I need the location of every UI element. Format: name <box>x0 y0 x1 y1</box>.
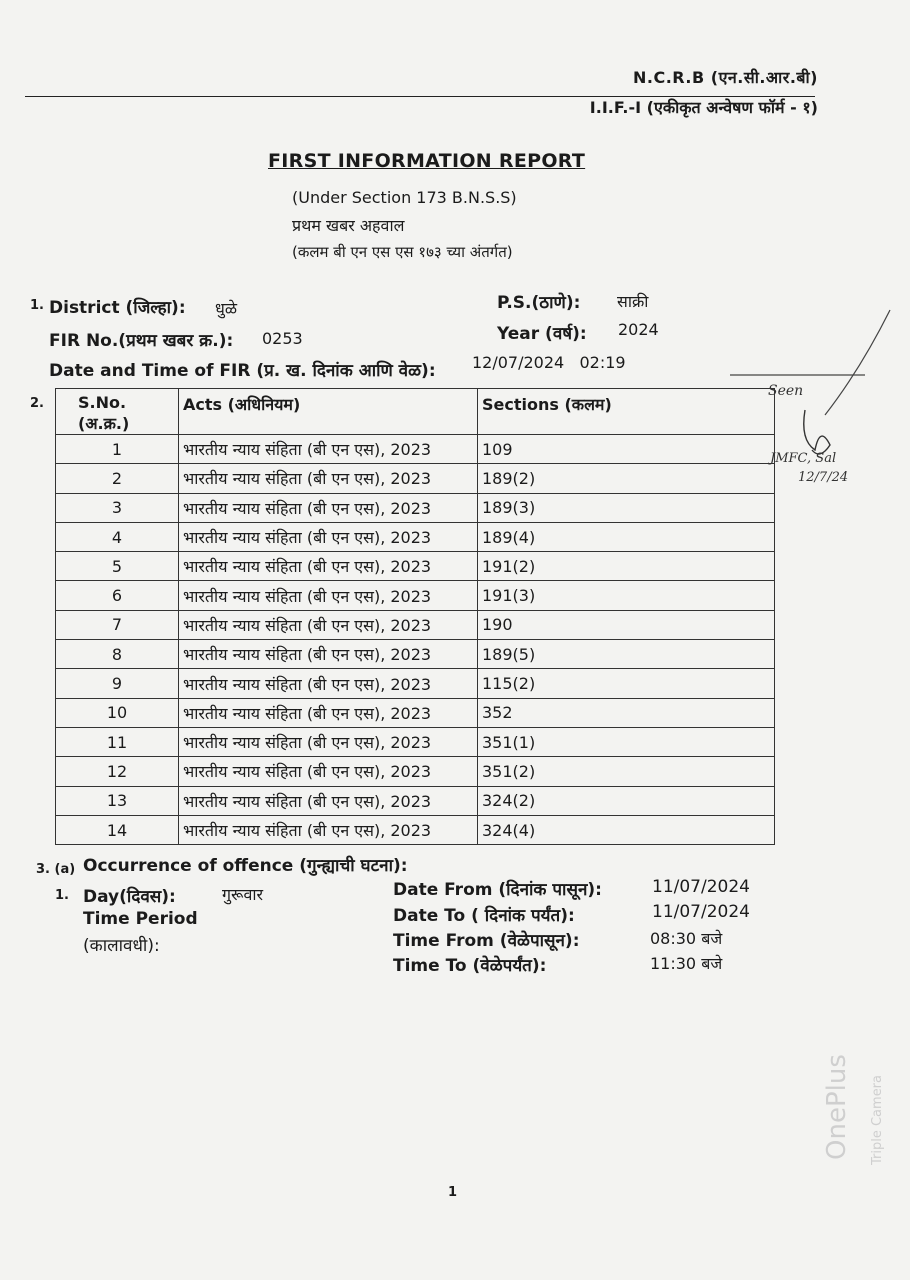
time-period-label: Time Period <box>83 909 198 929</box>
time-to-value: 11:30 बजे <box>650 954 723 973</box>
fir-no-label: FIR No.(प्रथम खबर क्र.): <box>49 331 234 351</box>
row-sno: 9 <box>56 669 179 698</box>
day-value: गुरूवार <box>222 885 264 904</box>
row-sno: 5 <box>56 552 179 581</box>
row-act: भारतीय न्याय संहिता (बी एन एस), 2023 <box>179 493 478 522</box>
row-act: भारतीय न्याय संहिता (बी एन एस), 2023 <box>179 522 478 551</box>
row-section: 109 <box>478 435 775 464</box>
camera-watermark-model: Triple Camera <box>870 1075 885 1165</box>
row-section: 324(2) <box>478 786 775 815</box>
row-sno: 6 <box>56 581 179 610</box>
row-section: 190 <box>478 610 775 639</box>
row-act: भारतीय न्याय संहिता (बी एन एस), 2023 <box>179 464 478 493</box>
row-section: 191(2) <box>478 552 775 581</box>
row-section: 115(2) <box>478 669 775 698</box>
row-act: भारतीय न्याय संहिता (बी एन एस), 2023 <box>179 786 478 815</box>
fir-datetime-value: 12/07/2024 02:19 <box>472 353 626 372</box>
ps-value: साक्री <box>617 292 649 311</box>
row-act: भारतीय न्याय संहिता (बी एन एस), 2023 <box>179 640 478 669</box>
jmfc-note: JMFC, Sal <box>770 451 837 466</box>
row-sno: 13 <box>56 786 179 815</box>
table-row <box>56 815 775 844</box>
year-label: Year (वर्ष): <box>497 324 587 344</box>
row-sno: 1 <box>56 435 179 464</box>
page-number: 1 <box>448 1185 458 1200</box>
date-from-label: Date From (दिनांक पासून): <box>393 880 602 900</box>
time-period-label-marathi: (कालावधी): <box>83 936 160 956</box>
table-row <box>56 435 775 464</box>
row-sno: 14 <box>56 815 179 844</box>
year-value: 2024 <box>618 320 659 339</box>
row-section: 189(2) <box>478 464 775 493</box>
magistrate-signature <box>720 300 900 500</box>
section3-number: 3. (a) <box>36 862 76 877</box>
row-sno: 11 <box>56 727 179 756</box>
table-row <box>56 786 775 815</box>
row-section: 189(5) <box>478 640 775 669</box>
row-act: भारतीय न्याय संहिता (बी एन एस), 2023 <box>179 581 478 610</box>
row-section: 324(4) <box>478 815 775 844</box>
time-from-value: 08:30 बजे <box>650 929 723 948</box>
date-to-label: Date To ( दिनांक पर्यंत): <box>393 906 575 926</box>
row-sno: 10 <box>56 698 179 727</box>
row-sno: 12 <box>56 757 179 786</box>
section1-number: 1. <box>30 298 44 313</box>
table-row <box>56 640 775 669</box>
row-act: भारतीय न्याय संहिता (बी एन एस), 2023 <box>179 727 478 756</box>
row-sno: 3 <box>56 493 179 522</box>
row-act: भारतीय न्याय संहिता (बी एन एस), 2023 <box>179 757 478 786</box>
row-section: 189(3) <box>478 493 775 522</box>
date-from-value: 11/07/2024 <box>652 877 750 897</box>
header-sections: Sections (कलम) <box>478 389 775 435</box>
row-act: भारतीय न्याय संहिता (बी एन एस), 2023 <box>179 815 478 844</box>
table-row <box>56 552 775 581</box>
ps-label: P.S.(ठाणे): <box>497 293 581 313</box>
camera-watermark-brand: OnePlus <box>822 1054 852 1160</box>
table-row <box>56 581 775 610</box>
table-row <box>56 698 775 727</box>
header-acts: Acts (अधिनियम) <box>179 389 478 435</box>
ncrb-header: N.C.R.B (एन.सी.आर.बी) <box>633 68 818 87</box>
row-act: भारतीय न्याय संहिता (बी एन एस), 2023 <box>179 435 478 464</box>
acts-sections-table <box>55 388 775 845</box>
row-section: 351(1) <box>478 727 775 756</box>
table-row <box>56 727 775 756</box>
district-value: धुळे <box>215 299 238 318</box>
time-to-label: Time To (वेळेपर्यंत): <box>393 956 547 976</box>
sign-date-note: 12/7/24 <box>798 470 849 485</box>
item1-number: 1. <box>55 888 69 903</box>
district-label: District (जिल्हा): <box>49 298 186 318</box>
seen-note: Seen <box>768 383 804 399</box>
row-sno: 8 <box>56 640 179 669</box>
section2-number: 2. <box>30 396 44 411</box>
subtitle-marathi: प्रथम खबर अहवाल <box>292 216 405 235</box>
row-section: 351(2) <box>478 757 775 786</box>
day-label: Day(दिवस): <box>83 887 176 907</box>
document-title: FIRST INFORMATION REPORT <box>268 150 586 172</box>
row-act: भारतीय न्याय संहिता (बी एन एस), 2023 <box>179 698 478 727</box>
row-sno: 4 <box>56 522 179 551</box>
table-row <box>56 610 775 639</box>
table-header-row <box>56 389 775 435</box>
table-row <box>56 464 775 493</box>
iif-header: I.I.F.-I (एकीकृत अन्वेषण फॉर्म - १) <box>589 98 818 117</box>
occurrence-heading: Occurrence of offence (गुन्ह्याची घटना): <box>83 856 408 876</box>
date-to-value: 11/07/2024 <box>652 902 750 922</box>
row-section: 189(4) <box>478 522 775 551</box>
fir-datetime-label: Date and Time of FIR (प्र. ख. दिनांक आणि वेळ): <box>49 361 436 381</box>
header-sno: S.No. (अ.क्र.) <box>56 389 179 435</box>
row-act: भारतीय न्याय संहिता (बी एन एस), 2023 <box>179 610 478 639</box>
time-from-label: Time From (वेळेपासून): <box>393 931 580 951</box>
subtitle-section-marathi: (कलम बी एन एस एस १७३ च्या अंतर्गत) <box>292 243 513 261</box>
subtitle-section: (Under Section 173 B.N.S.S) <box>292 188 517 207</box>
row-act: भारतीय न्याय संहिता (बी एन एस), 2023 <box>179 669 478 698</box>
row-act: भारतीय न्याय संहिता (बी एन एस), 2023 <box>179 552 478 581</box>
row-sno: 2 <box>56 464 179 493</box>
row-sno: 7 <box>56 610 179 639</box>
table-row <box>56 669 775 698</box>
row-section: 352 <box>478 698 775 727</box>
row-section: 191(3) <box>478 581 775 610</box>
fir-no-value: 0253 <box>262 329 303 348</box>
table-row <box>56 522 775 551</box>
table-row <box>56 493 775 522</box>
table-row <box>56 757 775 786</box>
